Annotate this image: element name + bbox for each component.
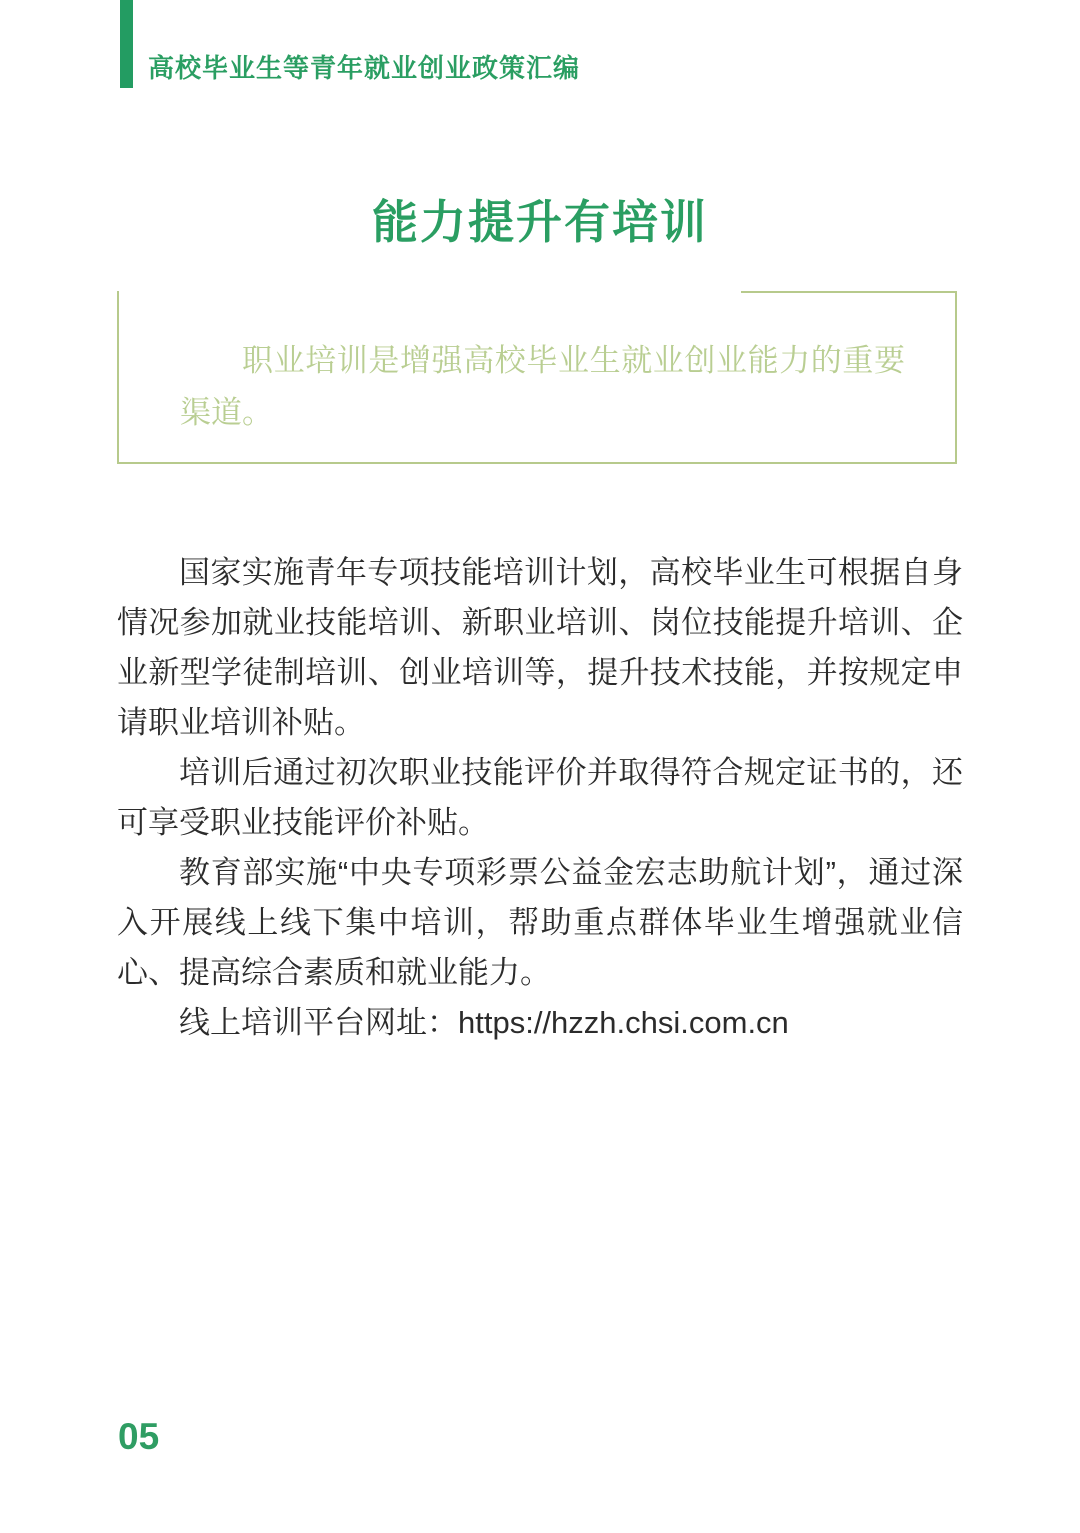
article-body <box>117 548 963 1048</box>
header-accent-bar <box>120 0 133 88</box>
paragraph-hongzhi-program: 教育部实施“中央专项彩票公益金宏志助航计划”，通过深入开展线上线下集中培训，帮助重点群体毕业生增强就业信心、提高综合素质和就业能力。 <box>117 855 963 990</box>
callout-box <box>117 291 957 464</box>
callout-text: 职业培训是增强高校毕业生就业创业能力的重要渠道。 <box>180 343 905 430</box>
callout-top-border-segment <box>741 291 955 293</box>
paragraph-evaluation-subsidy: 培训后通过初次职业技能评价并取得符合规定证书的，还可享受职业技能评价补贴。 <box>117 755 963 840</box>
paragraph-skills-training: 国家实施青年专项技能培训计划，高校毕业生可根据自身情况参加就业技能培训、新职业培训、岗位技能提升培训、企业新型学徒制培训、创业培训等，提升技术技能，并按规定申请职业培训补贴。 <box>117 555 963 740</box>
paragraph-platform-url: 线上培训平台网址：https://hzzh.chsi.com.cn <box>179 1005 789 1040</box>
article-title: 能力提升有培训 <box>372 196 708 248</box>
page-number: 05 <box>118 1416 160 1457</box>
booklet-title: 高校毕业生等青年就业创业政策汇编 <box>148 53 581 83</box>
